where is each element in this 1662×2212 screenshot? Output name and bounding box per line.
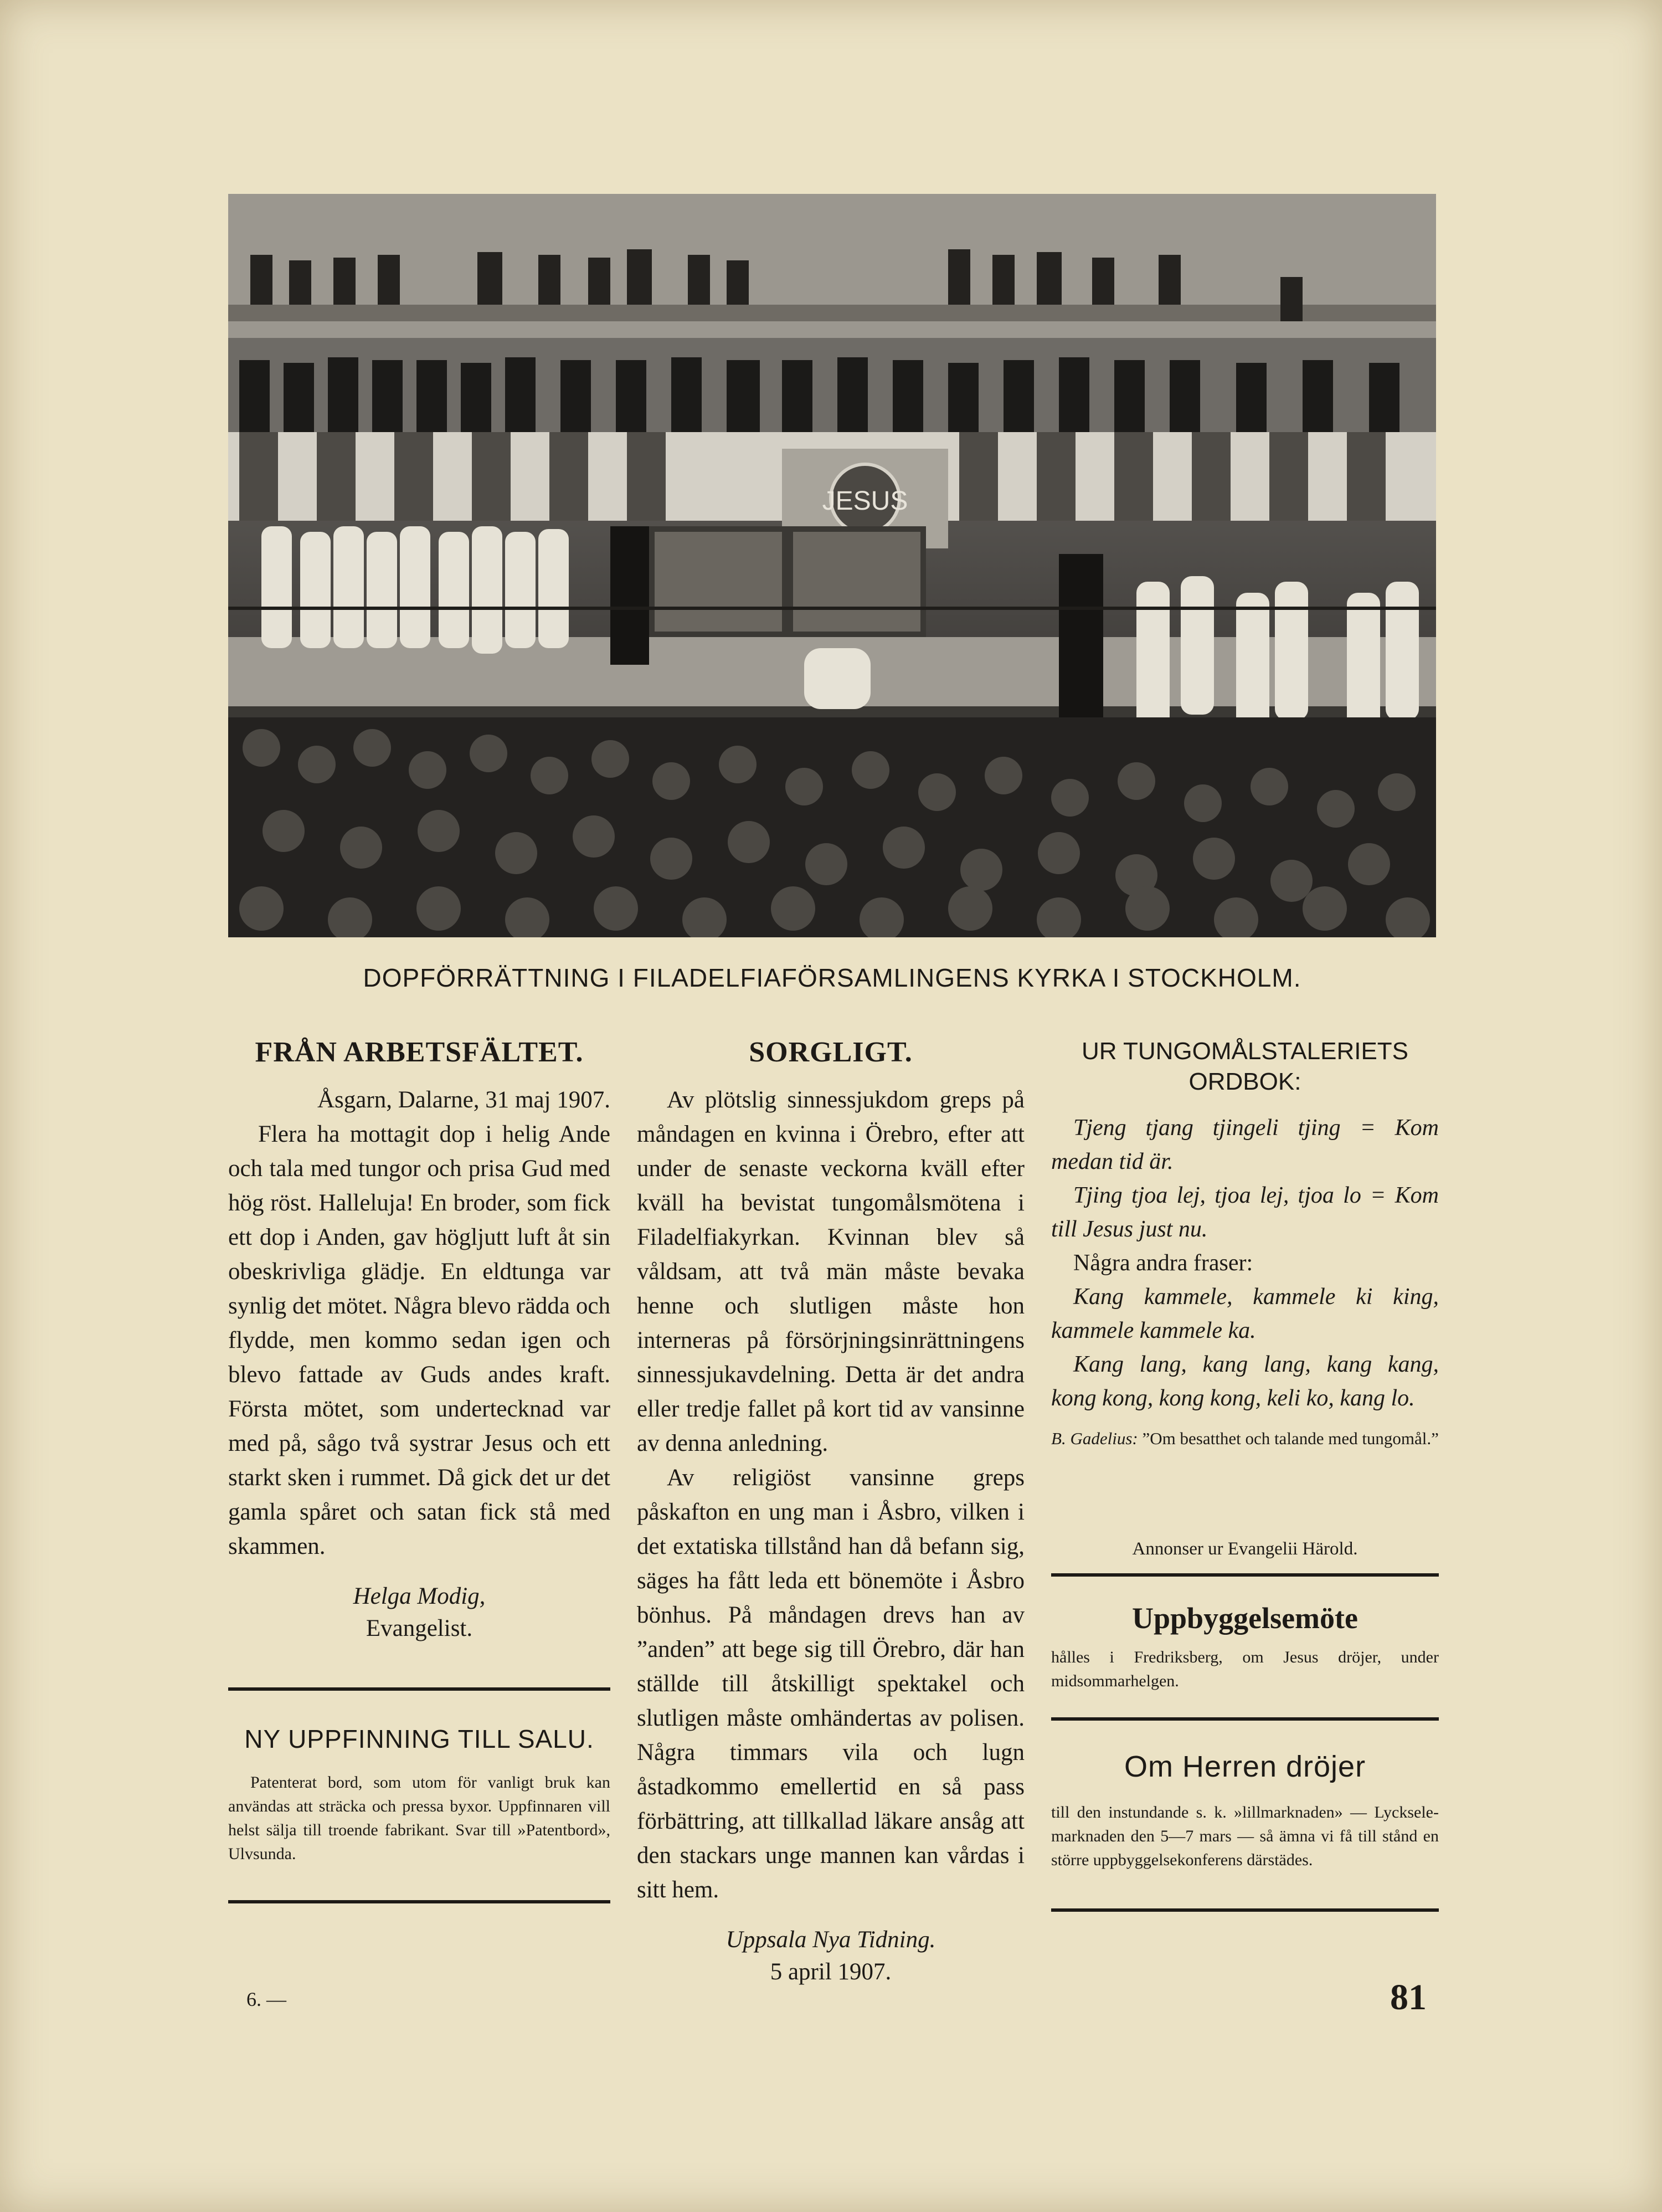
om-herren-body: till den instundande s. k. »lillmarknaden» — Lycksele-marknaden den 5—7 mars — så ämna vi få till stånd en större uppbyggelsekonferens därstädes. [1051,1803,1439,1869]
tungomal-line-4: Kang kammele, kammele ki king, kammele kammele ka. [1051,1284,1439,1343]
column-fran-arbetsfaltet [228,1036,610,1645]
divider-col1-top [228,1687,610,1691]
sorgligt-heading: SORGLIGT. [749,1036,913,1068]
signature [228,1580,610,1645]
tungomal-heading: UR TUNGOMÅLSTALERIETS ORDBOK: [1081,1038,1409,1095]
citation-text: ”Om besatthet och talande med tungomål.” [1142,1429,1439,1448]
uppbyggelsemote-body-wrap [1051,1645,1439,1693]
om-herren-body-wrap [1051,1800,1439,1872]
signature-name: Helga Modig, [353,1583,486,1609]
column-sorgligt [637,1036,1025,1988]
tungomal-line-3: Några andra fraser: [1073,1250,1253,1276]
fran-arbetsfaltet-body: Flera ha mottagit dop i helig Ande och tala med tungor och prisa Gud med hög röst. Halleluja! En broder, som fick ett dop i Anden, gav högljutt luft åt sin obeskrivliga glädje. En eldtunga var synlig det mötet. Några blevo rädda och flydde, men kommo sedan igen och blevo fattade av Guds andes kraft. Första mötet, som undertecknad var med på, sågo två systrar Jesus och ett starkt sken i rummet. Då gick det ur det gamla spåret och satan fick stå med skammen. [228,1121,610,1559]
signature-mark: 6. — [246,1988,286,2010]
signature-title: Evangelist. [366,1615,473,1641]
photo-illustration [228,194,1436,937]
divider-col3-middle [1051,1717,1439,1721]
fran-arbetsfaltet-heading: FRÅN ARBETSFÄLTET. [255,1036,584,1068]
divider-col3-top [1051,1573,1439,1577]
sorgligt-paragraph-1: Av plötslig sinnessjukdom greps på måndagen en kvinna i Örebro, efter att under de senaste veckorna kväll efter kväll ha bevistat tungomålsmötena i Filadelfiakyrkan. Kvinnan blev så våldsam, att två män måste bevaka henne och slutligen måste hon interneras på försörjningsinrättningens sinnessjukavdelning. Detta är det andra eller tredje fallet på kort tid av vansinne av denna anledning. [637,1087,1025,1456]
dateline: Åsgarn, Dalarne, 31 maj 1907. [317,1087,610,1113]
sorgligt-paragraph-2: Av religiöst vansinne greps påskafton en ung man i Åsbro, vilken i det extatiska tillstånd han då befann sig, säges ha fått leda ett bönemöte i Åsbro bönhus. På måndagen drevs han av ”anden” att bege sig till Örebro, där han ställde till åtskilligt spektakel och slutligen måste omhändertas av polisen. Några timmars vila och lugn åstadkommo emellertid en så pass förbättring, att tillkallad läkare ansåg att den stackars unge mannen kan vårdas i sitt hem. [637,1465,1025,1903]
source-name: Uppsala Nya Tidning. [725,1927,936,1953]
uppbyggelsemote-body: hålles i Fredriksberg, om Jesus dröjer, under midsommarhelgen. [1051,1648,1439,1690]
ny-uppfinning-body-wrap [228,1770,610,1866]
tungomal-line-1: Tjeng tjang tjingeli tjing = Kom medan tid är. [1051,1115,1439,1174]
om-herren-title: Om Herren dröjer [1124,1750,1366,1783]
sorgligt-source [637,1924,1025,1988]
citation-author: B. Gadelius: [1051,1429,1138,1448]
column-tungomal [1051,1036,1439,1450]
ny-uppfinning-body: Patenterat bord, som utom för vanligt bruk kan användas att sträcka och pressa byxor. Uppfinnaren vill helst sälja till troende fabrikant. Svar till »Patentbord», Ulvsunda. [228,1773,610,1863]
uppbyggelsemote-title: Uppbyggelsemöte [1132,1602,1358,1635]
page-number: 81 [1390,1977,1427,2018]
tungomal-line-2: Tjing tjoa lej, tjoa lej, tjoa lo = Kom till Jesus just nu. [1051,1183,1439,1242]
divider-col1-bottom [228,1900,610,1903]
tungomal-line-5: Kang lang, kang lang, kang kang, kong kong, kong kong, keli ko, kang lo. [1051,1352,1439,1411]
divider-col3-bottom [1051,1908,1439,1912]
citation [1051,1428,1439,1450]
ny-uppfinning-title: NY UPPFINNING TILL SALU. [244,1725,594,1753]
annonser-label: Annonser ur Evangelii Härold. [1132,1539,1358,1559]
baptism-photo [228,194,1436,937]
jesus-sign-text: JESUS [822,486,908,516]
source-date: 5 april 1907. [770,1959,892,1985]
photo-caption: DOPFÖRRÄTTNING I FILADELFIAFÖRSAMLINGENS KYRKA I STOCKHOLM. [363,963,1301,992]
